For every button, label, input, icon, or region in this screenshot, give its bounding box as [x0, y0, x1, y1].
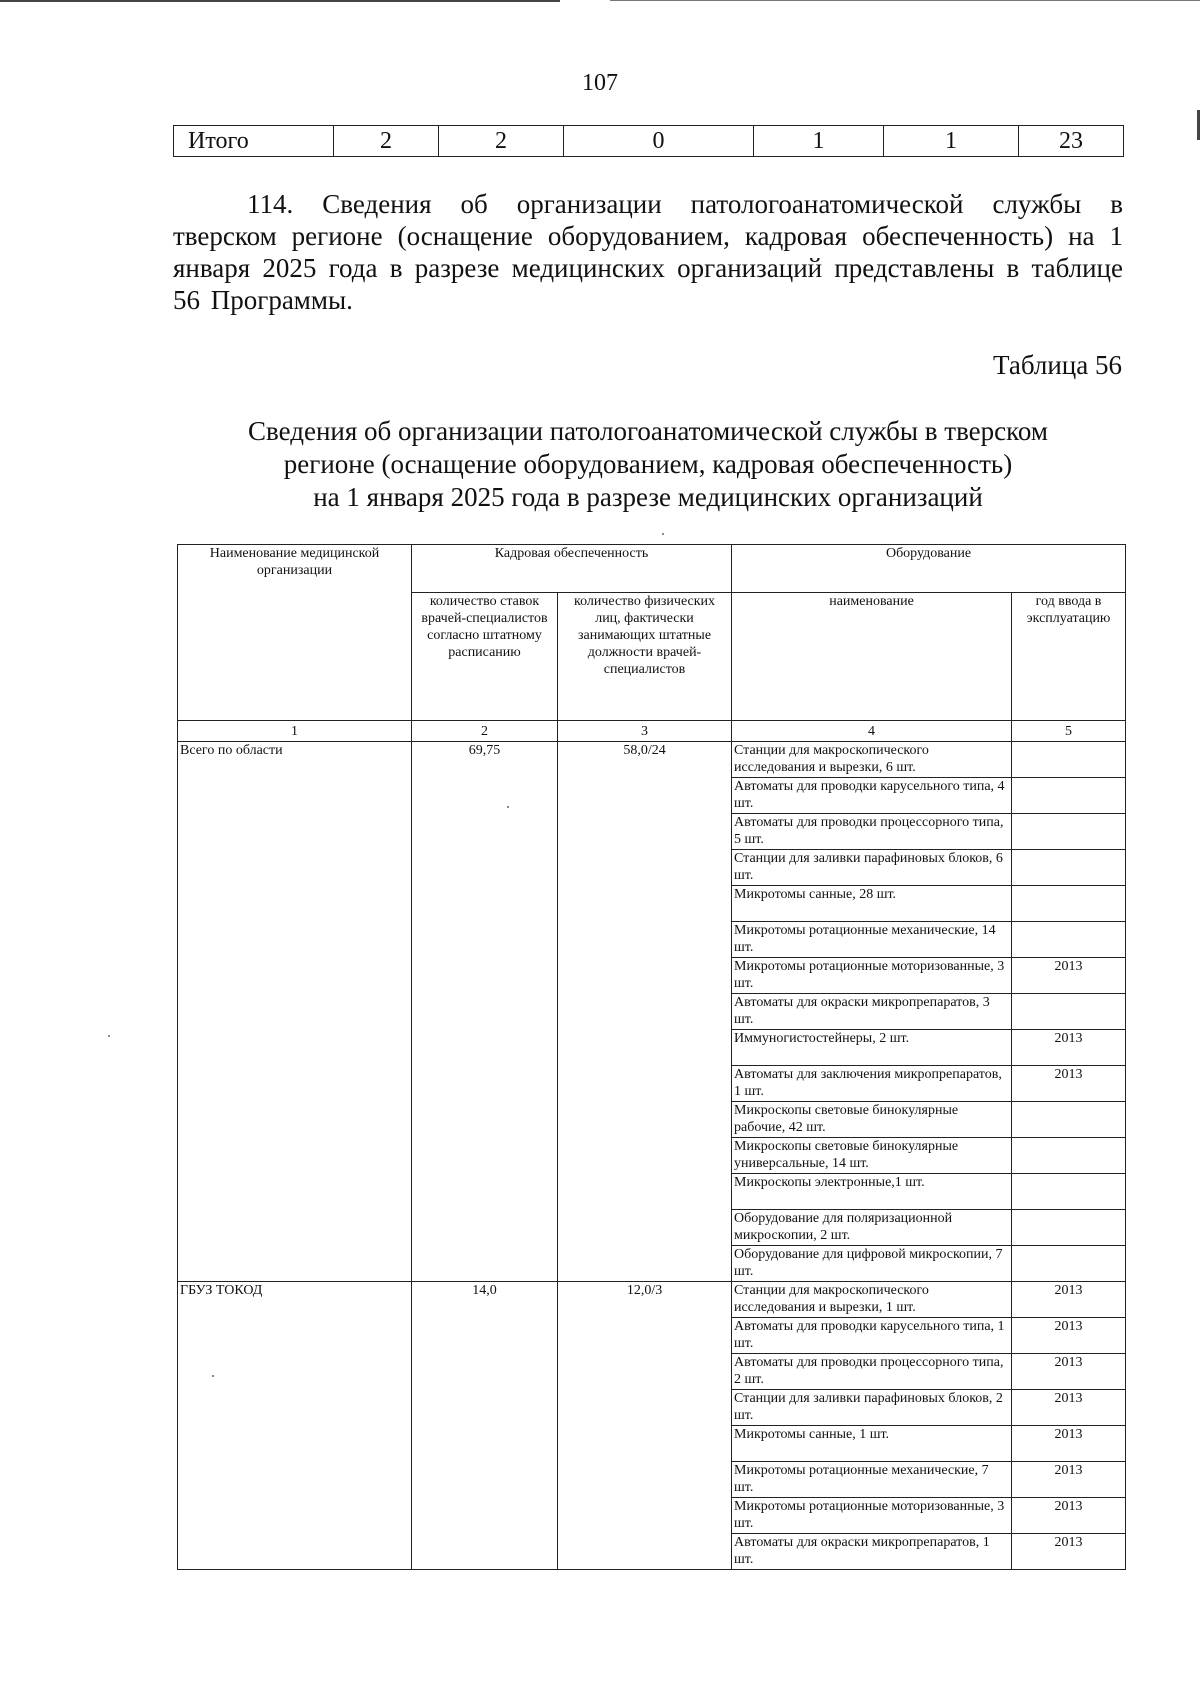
header-rates: количество ставок врачей-специалистов согласно штатному расписанию — [412, 593, 558, 721]
equipment-year-cell — [1012, 886, 1126, 922]
equipment-name-cell: Станции для макроскопического исследования и вырезки, 6 шт. — [732, 742, 1012, 778]
scan-speck — [108, 1035, 110, 1037]
equipment-year-cell: 2013 — [1012, 1534, 1126, 1570]
equipment-name-cell: Автоматы для проводки процессорного типа, 2 шт. — [732, 1354, 1012, 1390]
equipment-year-cell — [1012, 778, 1126, 814]
header-staffing: Кадровая обеспеченность — [412, 545, 732, 593]
table-title-line: регионе (оснащение оборудованием, кадровая обеспеченность) — [283, 449, 1013, 479]
equipment-name-cell: Микротомы ротационные механические, 7 шт. — [732, 1462, 1012, 1498]
org-name-cell: ГБУЗ ТОКОД — [178, 1282, 412, 1570]
equipment-name-cell: Автоматы для окраски микропрепаратов, 3 шт. — [732, 994, 1012, 1030]
equipment-year-cell — [1012, 850, 1126, 886]
equipment-year-cell — [1012, 994, 1126, 1030]
column-number: 3 — [558, 721, 732, 742]
equipment-name-cell: Микротомы ротационные механические, 14 шт. — [732, 922, 1012, 958]
equipment-name-cell: Автоматы для заключения микропрепаратов, 1 шт. — [732, 1066, 1012, 1102]
equipment-name-cell: Станции для заливки парафиновых блоков, 2 шт. — [732, 1390, 1012, 1426]
total-cell: 1 — [754, 126, 884, 157]
total-cell: 1 — [884, 126, 1019, 157]
equipment-year-cell — [1012, 1210, 1126, 1246]
total-cell: 2 — [439, 126, 564, 157]
column-number: 5 — [1012, 721, 1126, 742]
header-name: наименование — [732, 593, 1012, 721]
equipment-year-cell — [1012, 814, 1126, 850]
equipment-year-cell: 2013 — [1012, 958, 1126, 994]
header-year: год ввода в эксплуатацию — [1012, 593, 1126, 721]
column-number: 2 — [412, 721, 558, 742]
equipment-year-cell — [1012, 742, 1126, 778]
equipment-name-cell: Иммуногистостейнеры, 2 шт. — [732, 1030, 1012, 1066]
equipment-year-cell: 2013 — [1012, 1354, 1126, 1390]
org-name-cell: Всего по области — [178, 742, 412, 1282]
total-cell: 23 — [1019, 126, 1124, 157]
equipment-year-cell: 2013 — [1012, 1498, 1126, 1534]
equipment-name-cell: Станции для макроскопического исследования и вырезки, 1 шт. — [732, 1282, 1012, 1318]
persons-cell: 58,0/24 — [558, 742, 732, 1282]
equipment-year-cell: 2013 — [1012, 1066, 1126, 1102]
scan-edge-line — [0, 0, 560, 2]
equipment-name-cell: Станции для заливки парафиновых блоков, 6 шт. — [732, 850, 1012, 886]
equipment-year-cell: 2013 — [1012, 1282, 1126, 1318]
table-title — [173, 415, 1123, 514]
equipment-name-cell: Автоматы для проводки процессорного типа, 5 шт. — [732, 814, 1012, 850]
page-number: 107 — [582, 70, 618, 96]
rates-cell: 69,75 — [412, 742, 558, 1282]
equipment-name-cell: Автоматы для окраски микропрепаратов, 1 шт. — [732, 1534, 1012, 1570]
header-org: Наименование медицинской организации — [178, 545, 412, 721]
table-title-line: на 1 января 2025 года в разрезе медицинских организаций — [313, 482, 983, 512]
equipment-name-cell: Микроскопы световые бинокулярные универсальные, 14 шт. — [732, 1138, 1012, 1174]
scan-edge-line — [610, 0, 1200, 1]
equipment-name-cell: Микротомы санные, 28 шт. — [732, 886, 1012, 922]
scan-speck — [662, 533, 664, 535]
equipment-name-cell: Микротомы ротационные моторизованные, 3 шт. — [732, 958, 1012, 994]
equipment-name-cell: Микроскопы электронные,1 шт. — [732, 1174, 1012, 1210]
total-row — [174, 126, 1124, 157]
equipment-year-cell: 2013 — [1012, 1030, 1126, 1066]
equipment-name-cell: Автоматы для проводки карусельного типа, 4 шт. — [732, 778, 1012, 814]
equipment-name-cell: Микротомы ротационные моторизованные, 3 шт. — [732, 1498, 1012, 1534]
column-number: 1 — [178, 721, 412, 742]
scan-speck — [507, 806, 509, 808]
equipment-name-cell: Оборудование для поляризационной микроскопии, 2 шт. — [732, 1210, 1012, 1246]
equipment-year-cell: 2013 — [1012, 1426, 1126, 1462]
table-row — [178, 742, 1126, 778]
total-cell: 0 — [564, 126, 754, 157]
equipment-year-cell — [1012, 1174, 1126, 1210]
rates-cell: 14,0 — [412, 1282, 558, 1570]
table-caption: Таблица 56 — [993, 350, 1122, 380]
column-number: 4 — [732, 721, 1012, 742]
section-paragraph: 114. Сведения об организации патологоанатомической службы в тверском регионе (оснащение оборудованием, кадровая обеспеченность) на 1 января 2025 года в разрезе медицинских организаций представлены в таблице 56 Программы. — [173, 189, 1123, 315]
persons-cell: 12,0/3 — [558, 1282, 732, 1570]
header-equipment: Оборудование — [732, 545, 1126, 593]
equipment-year-cell: 2013 — [1012, 1318, 1126, 1354]
equipment-name-cell: Оборудование для цифровой микроскопии, 7 шт. — [732, 1246, 1012, 1282]
equipment-year-cell — [1012, 1246, 1126, 1282]
header-persons: количество физических лиц, фактически занимающих штатные должности врачей-специалистов — [558, 593, 732, 721]
scan-speck — [212, 1375, 214, 1377]
equipment-year-cell — [1012, 922, 1126, 958]
equipment-year-cell: 2013 — [1012, 1462, 1126, 1498]
equipment-name-cell: Микротомы санные, 1 шт. — [732, 1426, 1012, 1462]
pathology-table — [177, 544, 1126, 1570]
total-label: Итого — [174, 126, 334, 157]
total-table — [173, 125, 1124, 157]
table-title-line: Сведения об организации патологоанатомической службы в тверском — [248, 416, 1048, 446]
equipment-name-cell: Автоматы для проводки карусельного типа, 1 шт. — [732, 1318, 1012, 1354]
equipment-year-cell — [1012, 1138, 1126, 1174]
equipment-year-cell: 2013 — [1012, 1390, 1126, 1426]
total-cell: 2 — [334, 126, 439, 157]
equipment-name-cell: Микроскопы световые бинокулярные рабочие, 42 шт. — [732, 1102, 1012, 1138]
equipment-year-cell — [1012, 1102, 1126, 1138]
table-row — [178, 1282, 1126, 1318]
